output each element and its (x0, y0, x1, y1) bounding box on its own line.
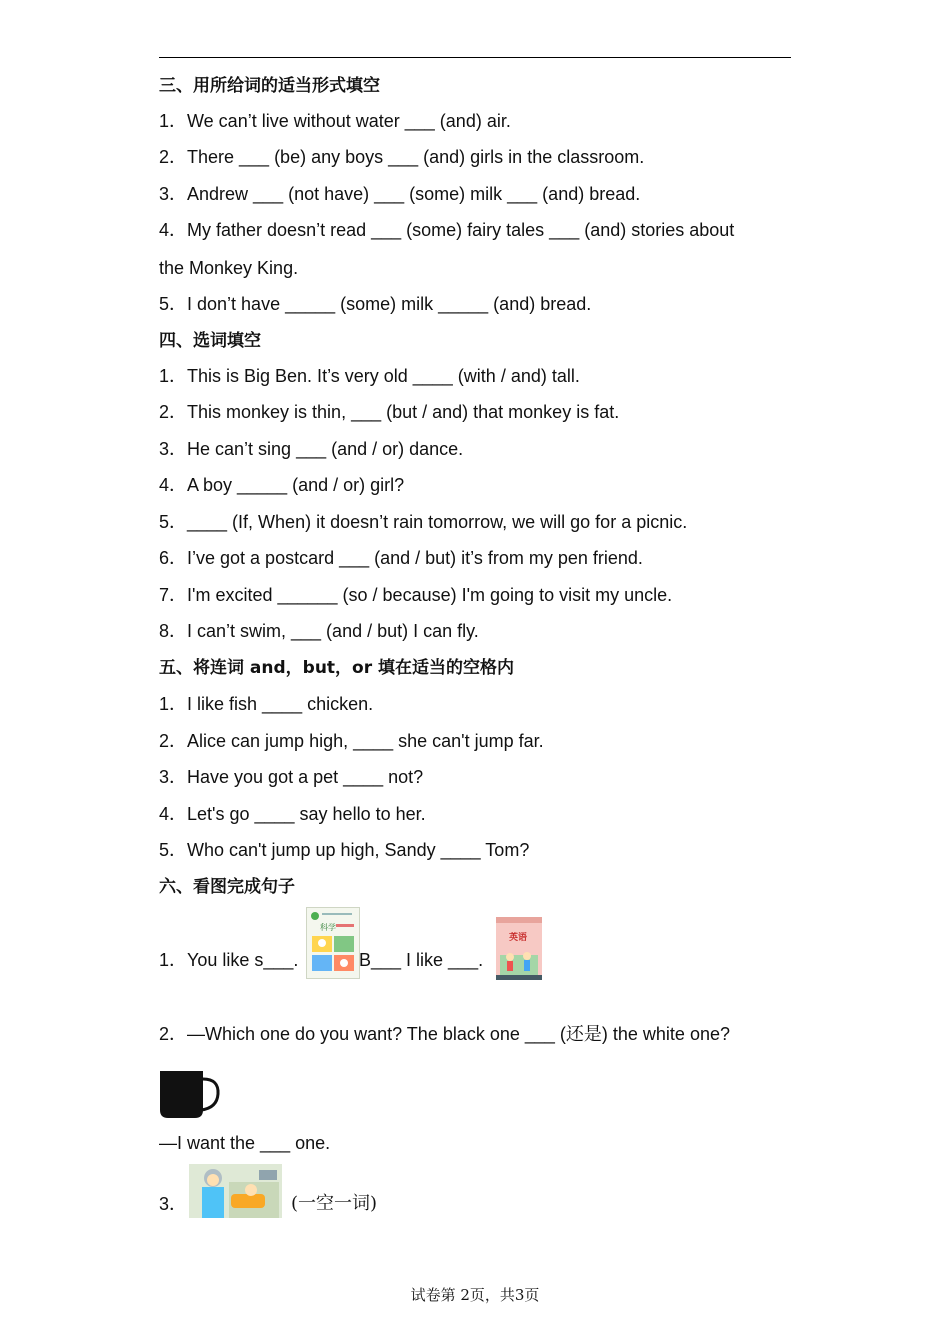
s6-q3-number: 3． (159, 1194, 188, 1214)
book1-title: 科学 (320, 923, 336, 932)
s5-item-5: 5．Who can't jump up high, Sandy ____ Tom? (159, 840, 530, 860)
s3-item-2: 2．There ___ (be) any boys ___ (and) girls in the classroom. (159, 147, 645, 167)
s3-item-1: 1．We can’t live without water ___ (and) air. (159, 111, 511, 131)
book-logo-icon (311, 912, 319, 920)
s4-item-6: 6．I’ve got a postcard ___ (and / but) it’s from my pen friend. (159, 548, 643, 568)
s4-item-1: 1．This is Big Ben. It’s very old ____ (with / and) tall. (159, 366, 580, 386)
s3-item-3: 3．Andrew ___ (not have) ___ (some) milk ___ (and) bread. (159, 184, 641, 204)
s5-item-2: 2．Alice can jump high, ____ she can't jump far. (159, 731, 544, 751)
section-5-heading: 五、将连词 and，but，or 填在适当的空格内 (159, 658, 515, 678)
s3-item-4-cont: the Monkey King. (159, 258, 299, 278)
s5-item-3: 3．Have you got a pet ____ not? (159, 767, 424, 787)
section-4-heading: 四、选词填空 (159, 331, 261, 351)
header-rule (159, 57, 791, 58)
section-6-heading: 六、看图完成句子 (159, 877, 295, 897)
s4-item-8: 8．I can’t swim, ___ (and / but) I can fly. (159, 621, 479, 641)
s6-q2-answer: —I want the ___ one. (159, 1133, 331, 1153)
s6-q3-hint: (一空一词) (291, 1193, 378, 1214)
english-book-image (496, 917, 542, 980)
s4-item-7: 7．I'm excited ______ (so / because) I'm going to visit my uncle. (159, 585, 673, 605)
science-book-image (306, 907, 360, 979)
s4-item-3: 3．He can’t sing ___ (and / or) dance. (159, 439, 464, 459)
s4-item-4: 4．A boy _____ (and / or) girl? (159, 475, 405, 495)
s6-q2: 2．—Which one do you want? The black one ___ (还是) the white one? (159, 1024, 730, 1044)
s4-item-2: 2．This monkey is thin, ___ (but / and) that monkey is fat. (159, 402, 620, 422)
s5-item-4: 4．Let's go ____ say hello to her. (159, 804, 426, 824)
black-cup-image (159, 1070, 221, 1120)
book2-title: 英语 (509, 933, 528, 943)
s3-item-5: 5．I don’t have _____ (some) milk _____ (and) bread. (159, 294, 592, 314)
section-3-heading: 三、用所给词的适当形式填空 (159, 76, 380, 96)
s6-q1-part-b: B___ I like ___. (359, 950, 484, 970)
page-footer: 试卷第 2页，共3页 (410, 1286, 540, 1304)
s4-item-5: 5．____ (If, When) it doesn’t rain tomorrow, we will go for a picnic. (159, 512, 688, 532)
s3-item-4: 4．My father doesn’t read ___ (some) fairy tales ___ (and) stories about (159, 220, 735, 240)
s5-item-1: 1．I like fish ____ chicken. (159, 694, 374, 714)
s6-q1-part-a: 1．You like s___. (159, 950, 299, 970)
dentist-scene-image (189, 1164, 282, 1218)
